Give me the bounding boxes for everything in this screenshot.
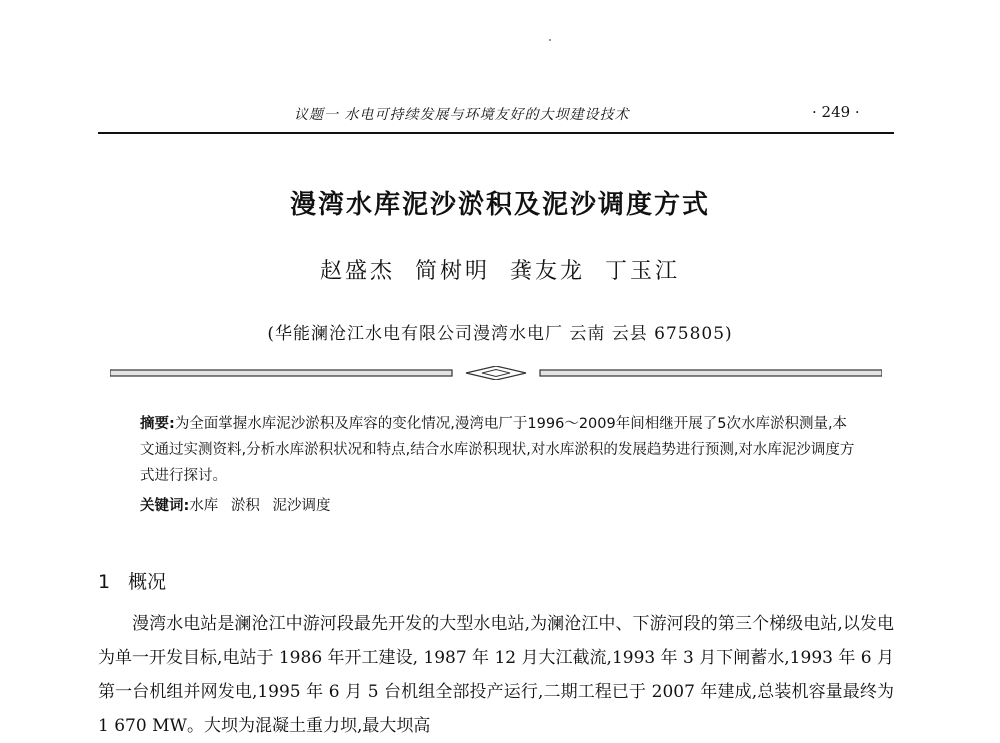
authors: 赵盛杰 简树明 龚友龙 丁玉江	[320, 259, 680, 284]
paper-title: 漫湾水库泥沙淤积及泥沙调度方式	[289, 190, 710, 220]
section-number: 1	[98, 571, 111, 593]
running-header: 议题一 水电可持续发展与环境友好的大坝建设技术	[294, 107, 630, 123]
abstract-text: 为全面掌握水库泥沙淤积及库容的变化情况,漫湾电厂于1996～2009年间相继开展了5次水库淤积测量,本文通过实测资料,分析水库淤积状况和特点,结合水库淤积现状,对水库淤积的发展趋势进行预测,对水库泥沙调度方式进行探讨。	[140, 416, 855, 484]
keywords-label: 关键词:	[140, 498, 190, 514]
body-paragraph: 漫湾水电站是澜沧江中游河段最先开发的大型水电站,为澜沧江中、下游河段的第三个梯级电站,以发电为单一开发目标,电站于 1986 年开工建设, 1987 年 12 月大江截流,1993 年 3 月下闸蓄水,1993 年 6 月第一台机组并网发电,1995 年 6 月 5 台机组全部投产运行,二期工程已于 2007 年建成,总装机容量最终为 1 670 MW。大坝为混凝土重力坝,最大坝高	[98, 614, 894, 736]
keywords-text: 水库 淤积 泥沙调度	[189, 498, 331, 514]
ornament-divider	[110, 366, 882, 380]
section-heading	[98, 567, 166, 594]
keywords	[140, 494, 331, 515]
abstract-label: 摘要:	[140, 416, 175, 432]
body-text	[98, 607, 894, 743]
scan-dot	[549, 39, 551, 41]
abstract	[140, 411, 860, 489]
affiliation: (华能澜沧江水电有限公司漫湾水电厂 云南 云县 675805)	[267, 324, 733, 344]
header-rule	[98, 132, 894, 134]
page-number: · 249 ·	[812, 103, 860, 121]
section-title: 概况	[128, 571, 167, 593]
